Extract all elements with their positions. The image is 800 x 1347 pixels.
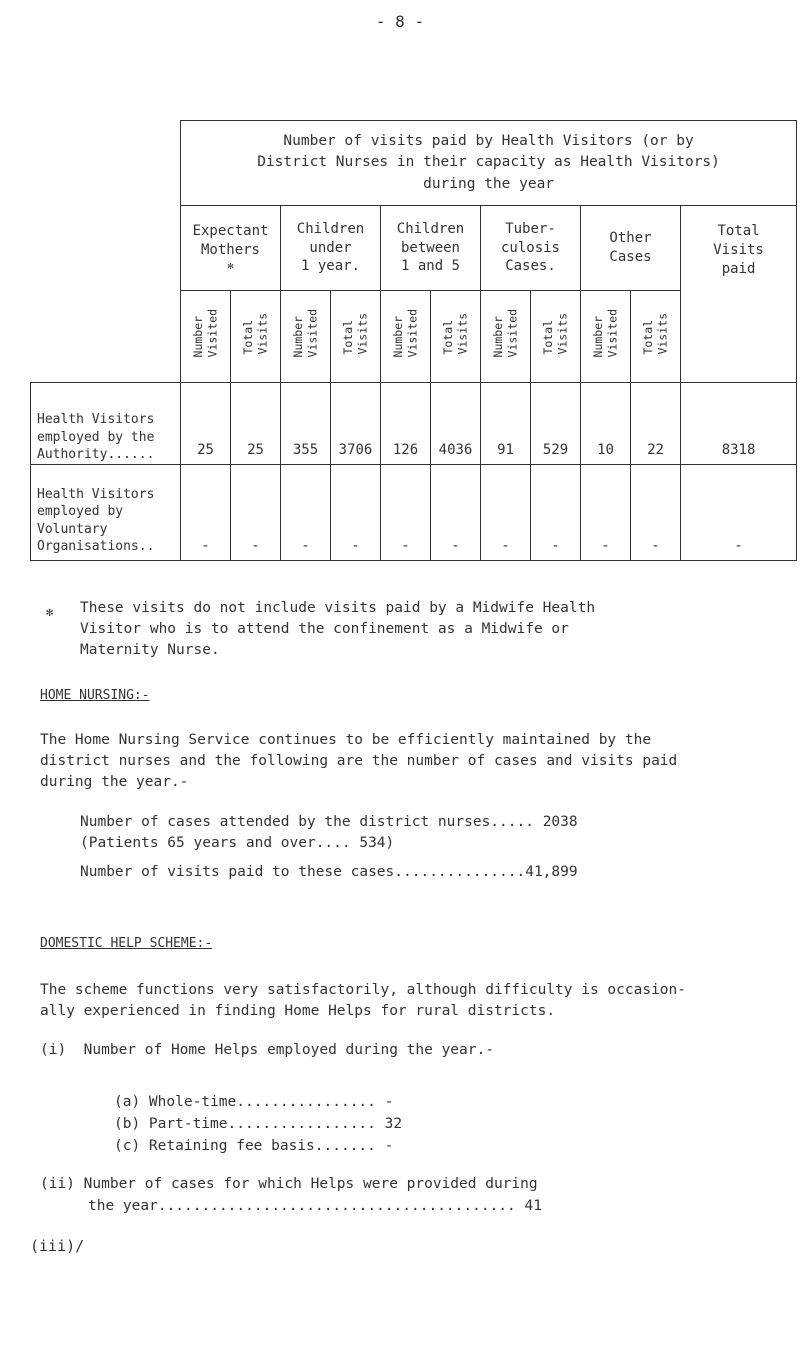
subheader-cell (531, 291, 581, 383)
subheader-cell (181, 291, 231, 383)
footnote-line: Visitor who is to attend the confinement as a Midwife or (80, 621, 569, 638)
table-row (31, 465, 797, 561)
group-line: Expectant (192, 223, 269, 240)
item-ii-label: the year......................................... (88, 1198, 516, 1214)
group-line: between (400, 239, 460, 256)
paragraph-line: The Home Nursing Service continues to be efficiently maintained by the (40, 732, 652, 748)
continuation-marker: (iii)/ (30, 1237, 85, 1255)
group-line: Mothers (200, 242, 260, 259)
row-label-line: Health Visitors (37, 486, 155, 502)
table-corner (31, 291, 181, 383)
row-label-line: employed by (37, 504, 124, 520)
row-label-line: Voluntary (37, 521, 108, 537)
subheader-label: Number Visited (591, 309, 620, 358)
subheader-label: Total Visits (341, 312, 370, 355)
row-label (31, 383, 181, 465)
group-header-children-under-1 (281, 206, 381, 291)
table-cell: - (281, 465, 331, 561)
paragraph-line: during the year.- (40, 774, 189, 791)
table-cell: - (231, 465, 281, 561)
sub-item-label: (b) Part-time................. (114, 1116, 376, 1132)
subheader-label: Number Visited (191, 309, 220, 358)
group-header-total-visits (681, 206, 797, 383)
group-line: culosis (500, 239, 560, 256)
group-header-children-1-to-5 (381, 206, 481, 291)
item-ii: (ii) Number of cases for which Helps were provided during (40, 1176, 538, 1192)
sub-item-retaining-fee (114, 1136, 393, 1157)
subheader-label: Total Visits (541, 312, 570, 355)
subheader-cell (581, 291, 631, 383)
page-number: - 8 - (375, 12, 425, 31)
paragraph-line: district nurses and the following are the number of cases and visits paid (40, 753, 678, 770)
table-cell-total: - (681, 465, 797, 561)
subheader-cell (381, 291, 431, 383)
table-cell: 4036 (431, 383, 481, 465)
subheader-label: Number Visited (391, 309, 420, 358)
home-nursing-heading: HOME NURSING:- (40, 688, 150, 703)
sub-item-value: 32 (384, 1116, 403, 1132)
subheader-cell (281, 291, 331, 383)
table-cell: 3706 (331, 383, 381, 465)
group-line: 1 year. (300, 258, 360, 275)
row-label-line: Organisations.. (37, 539, 155, 555)
footnote-mark: ✻ (46, 605, 54, 619)
subheader-cell (331, 291, 381, 383)
subheader-label: Total Visits (241, 312, 270, 355)
subheader-label: Total Visits (441, 312, 470, 355)
row-label-line: Authority...... (37, 447, 155, 463)
stat-patients-over-65: (Patients 65 years and over.... 534) (80, 835, 395, 851)
table-cell: - (181, 465, 231, 561)
table-cell: - (381, 465, 431, 561)
group-header-row (31, 206, 797, 291)
table-cell: - (481, 465, 531, 561)
table-cell: 355 (281, 383, 331, 465)
caption-line: during the year (423, 175, 555, 192)
group-header-other-cases (581, 206, 681, 291)
group-header-expectant-mothers (181, 206, 281, 291)
group-line: Visits (713, 241, 764, 258)
table-cell: 25 (231, 383, 281, 465)
sub-item-part-time (114, 1114, 402, 1135)
table-cell: 126 (381, 383, 431, 465)
item-i: (i) Number of Home Helps employed during the year.- (40, 1042, 494, 1058)
subheader-label: Number Visited (491, 309, 520, 358)
group-line: Total (717, 223, 760, 239)
caption-line: District Nurses in their capacity as Health Visitors) (257, 154, 720, 171)
home-nursing-paragraph (40, 730, 780, 793)
group-line: Cases. (505, 258, 556, 275)
stat-visits-paid (80, 862, 578, 883)
table-cell: 10 (581, 383, 631, 465)
sub-item-whole-time (114, 1092, 393, 1113)
paragraph-line: The scheme functions very satisfactorily, although difficulty is occasion- (40, 982, 687, 998)
table-cell: - (331, 465, 381, 561)
item-ii-cont (88, 1196, 542, 1217)
row-label-line: employed by the (37, 429, 155, 445)
group-line: Tuber- (505, 220, 556, 237)
table-cell: - (631, 465, 681, 561)
table-cell: - (581, 465, 631, 561)
subheader-cell (631, 291, 681, 383)
subheader-cell (231, 291, 281, 383)
stat-label: Number of visits paid to these cases............... (80, 864, 526, 880)
table-cell: 91 (481, 383, 531, 465)
subheader-cell (431, 291, 481, 383)
group-line: paid (721, 260, 756, 277)
table-cell-total: 8318 (681, 383, 797, 465)
paragraph-line: ally experienced in finding Home Helps for rural districts. (40, 1003, 556, 1020)
table-cell: - (431, 465, 481, 561)
stat-value: 2038 (542, 814, 578, 830)
group-line: 1 and 5 (400, 258, 460, 275)
group-line: Children (396, 220, 465, 237)
table-cell: 25 (181, 383, 231, 465)
row-label (31, 465, 181, 561)
group-line: under (309, 239, 352, 256)
group-line: Other (609, 230, 652, 247)
domestic-help-paragraph (40, 980, 780, 1022)
subheader-cell (481, 291, 531, 383)
table-row (31, 383, 797, 465)
footnote-mark: ✻ (227, 261, 234, 273)
domestic-help-heading: DOMESTIC HELP SCHEME:- (40, 936, 213, 951)
group-header-tuberculosis (481, 206, 581, 291)
visits-table (30, 120, 797, 561)
footnote-line: Maternity Nurse. (80, 642, 220, 659)
table-cell: 529 (531, 383, 581, 465)
stat-cases-attended (80, 812, 578, 833)
sub-item-label: (a) Whole-time................ (114, 1094, 376, 1110)
row-label-line: Health Visitors (37, 412, 155, 428)
sub-item-value: - (384, 1138, 394, 1154)
table-corner (31, 206, 181, 291)
footnote (80, 598, 780, 661)
table-corner (31, 121, 181, 206)
subheader-label: Total Visits (641, 312, 670, 355)
sub-item-label: (c) Retaining fee basis....... (114, 1138, 376, 1154)
table-cell: - (531, 465, 581, 561)
footnote-line: These visits do not include visits paid by a Midwife Health (80, 600, 596, 616)
group-line: Children (296, 220, 365, 237)
item-ii-value: 41 (524, 1198, 542, 1214)
caption-line: Number of visits paid by Health Visitors (or by (283, 133, 694, 150)
table-caption (181, 121, 797, 206)
stat-value: 41,899 (525, 864, 578, 880)
subheader-label: Number Visited (291, 309, 320, 358)
group-line: Cases (609, 249, 652, 265)
stat-label: Number of cases attended by the district nurses..... (80, 814, 534, 830)
sub-item-value: - (384, 1094, 394, 1110)
table-cell: 22 (631, 383, 681, 465)
